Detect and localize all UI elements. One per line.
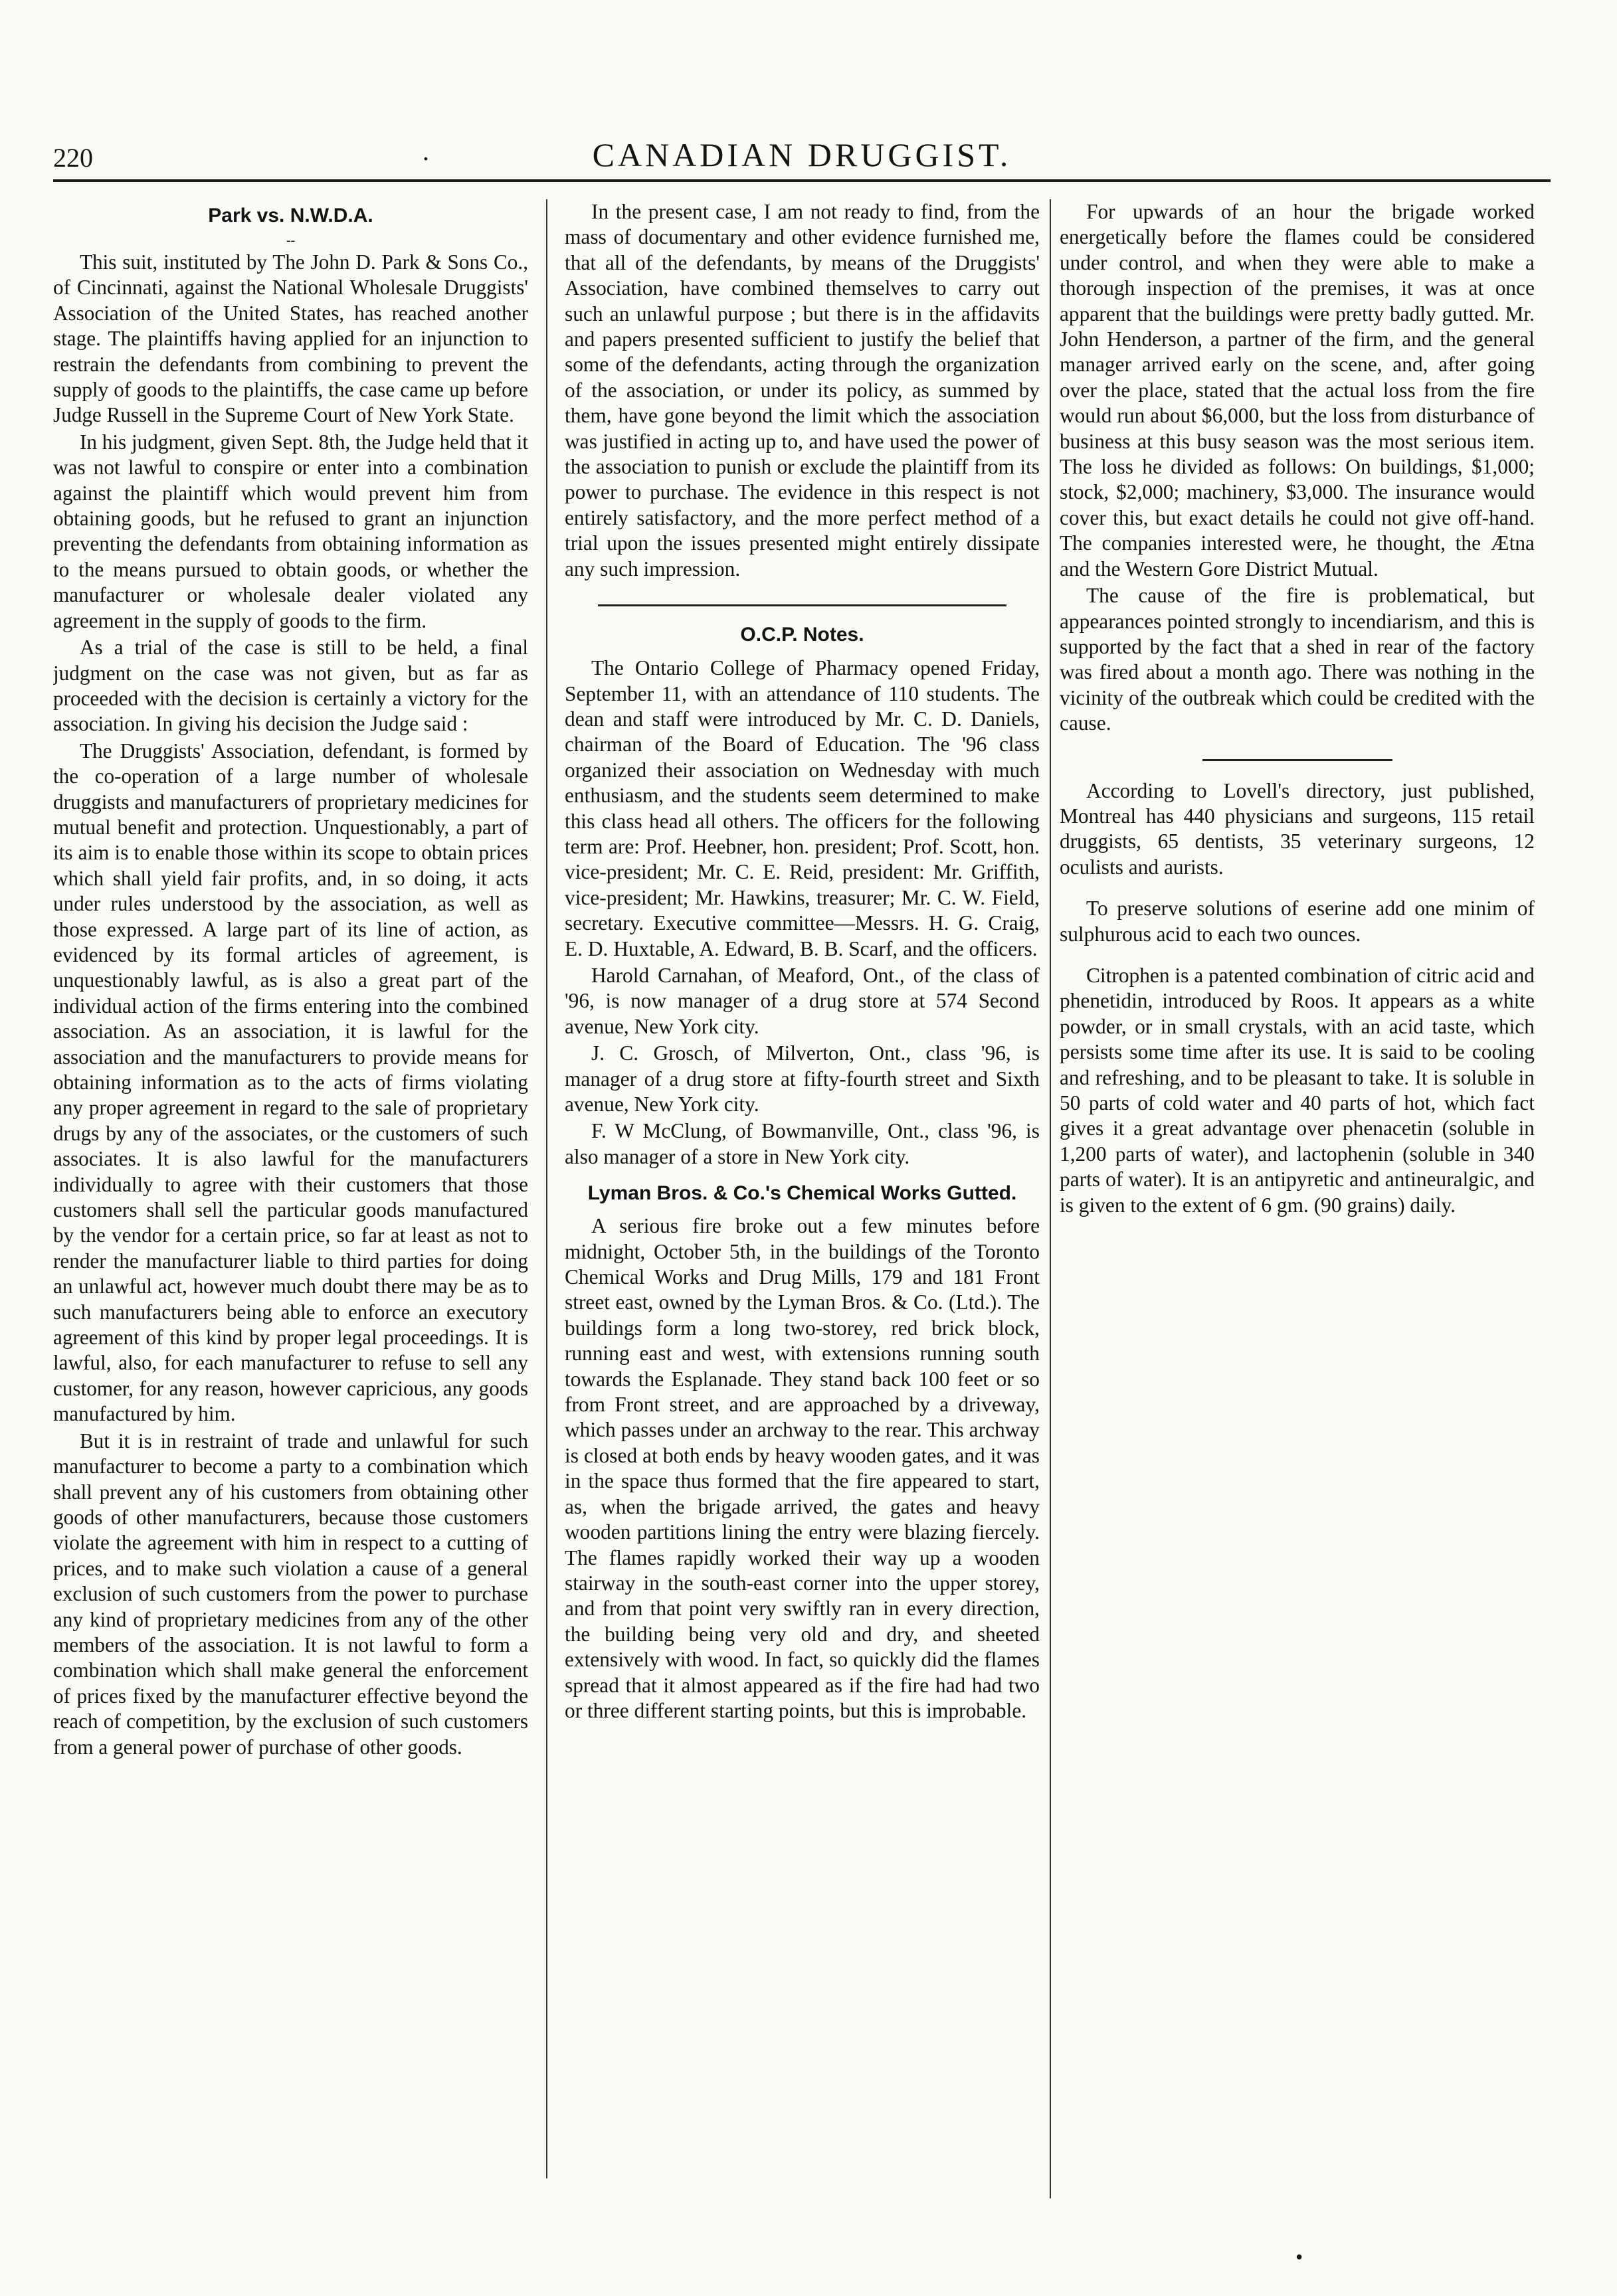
news-note: To preserve solutions of eserine add one minim of sulphurous acid to each two ounces. <box>1060 897 1535 946</box>
title-dash: -- <box>286 233 296 248</box>
column-1 <box>53 199 528 2269</box>
paragraph: But it is in restraint of trade and unlawful for such manufacturer to become a party to a combination which shall prevent any of his customers from obtaining other goods of other manufacturers, because those customers violate the agreement with him in respect to a cutting of prices, and to make such violation a cause of a general exclusion of such customers from the power to purchase any kind of proprietary medicines from any of the other members of the association. It is not lawful to form a combination which shall make general the enforcement of prices fixed by the manufacturer effective beyond the reach of competition, by the exclusion of such customers from a general power of purchase of other goods. <box>53 1429 528 1759</box>
paragraph: The Druggists' Association, defendant, is formed by the co-operation of a large number of wholesale druggists and manufacturers of proprietary medicines for mutual benefit and protection. Unquestionably, a part of its aim is to enable those within its scope to obtain prices which shall yield fair profits, and, in so doing, it acts under rules understood by the association, as well as those expressed. A large part of its line of action, as evidenced by its formal articles of agreement, is unquestionably lawful, as is also a great part of the individual action of the firms entering into the combined association. As an association, it is lawful for the association and the manufacturers to provide means for obtaining information as to the acts of firms violating any proper agreement in regard to the sale of proprietary drugs by any of the associates, or the customers of such associates. It is also lawful for the manufacturers individually to agree with their customers that those customers shall sell the particular goods manufactured by the vendor for a certain price, so far at least as not to render the manufacturer liable to third parties for doing an unlawful act, however much doubt there may be as to such manufacturers being able to enforce an executory agreement of this kind by proper legal proceedings. It is lawful, also, for each manufacturer to refuse to sell any customer, for any reason, however capricious, any goods manufactured by him. <box>53 739 528 1426</box>
page-header <box>53 130 1551 177</box>
section-title: O.C.P. Notes. <box>740 624 864 646</box>
paragraph: A serious fire broke out a few minutes before midnight, October 5th, in the buildings of the Toronto Chemical Works and Drug Mills, 179 and 181 Front street east, owned by the Lyman Bros. & Co. (Ltd.). The buildings form a long two-storey, red brick block, running east and west, with extensions running south towards the Esplanade. They stand back 100 feet or so from Front street, and are approached by a driveway, which passes under an archway to the rear. This archway is closed at both ends by heavy wooden gates, and it was in the space thus formed that the fire appeared to start, as, when the brigade arrived, the gates and heavy wooden partitions lining the entry were blazing fiercely. The flames rapidly worked their way up a wooden stairway in the south-east corner into the upper storey, and from that point very swiftly ran in every direction, the building being very old and dry, and sheeted extensively with wood. In fact, so quickly did the flames spread that it almost appeared as if the fire had had two or three different starting points, but this is improbable. <box>565 1214 1040 1722</box>
page-number: 220 <box>53 143 93 173</box>
paragraph: The cause of the fire is problematical, but appearances pointed strongly to incendiarism, and this is supported by the fact that a shed in rear of the factory was fired about a month ago. There was nothing in the vicinity of the outbreak which could be credited with the cause. <box>1060 584 1535 735</box>
footer-dot: • <box>1295 2245 1303 2269</box>
column-2 <box>565 199 1040 2269</box>
column-3 <box>1060 199 1535 2269</box>
paragraph: Harold Carnahan, of Meaford, Ont., of the class of '96, is now manager of a drug store at 574 Second avenue, New York city. <box>565 963 1040 1038</box>
header-dot: . <box>423 136 429 166</box>
article-title: Park vs. N.W.D.A. <box>208 205 373 226</box>
article-title: Lyman Bros. & Co.'s Chemical Works Gutted. <box>587 1182 1017 1205</box>
header-rule <box>53 179 1551 182</box>
paragraph: The Ontario College of Pharmacy opened Friday, September 11, with an attendance of 110 students. The dean and staff were introduced by Mr. C. D. Daniels, chairman of the Board of Education. The '96 class organized their association on Wednesday with much enthusiasm, and the students seem determined to make this class head all others. The officers for the following term are: Prof. Heebner, hon. president; Prof. Scott, hon. vice-president; Mr. C. E. Reid, president: Mr. Griffith, vice-president; Mr. Hawkins, treasurer; Mr. C. W. Field, secretary. Executive committee—Messrs. H. G. Craig, E. D. Huxtable, A. Edward, B. B. Scarf, and the officers. <box>565 656 1040 960</box>
column-divider <box>546 199 547 2178</box>
section-separator <box>598 604 1006 606</box>
paragraph-continuation: In the present case, I am not ready to find, from the mass of documentary and other evidence furnished me, that all of the defendants, by means of the Druggists' Association, have combined themselves to carry out such an unlawful purpose ; but there is in the affidavits and papers presented sufficient to justify the belief that some of the defendants, acting through the organization of the association, or under its policy, as summed by them, have gone beyond the limit which the association was justified in acting up to, and have used the power of the association to punish or exclude the plaintiff from its power to purchase. The evidence in this respect is not entirely satisfactory, and the more perfect method of a trial upon the issues presented might entirely dissipate any such impression. <box>565 200 1040 580</box>
paragraph: J. C. Grosch, of Milverton, Ont., class '96, is manager of a drug store at fifty-fourth street and Sixth avenue, New York city. <box>565 1041 1040 1116</box>
paragraph: In his judgment, given Sept. 8th, the Judge held that it was not lawful to conspire or enter into a combination against the plaintiff which would prevent him from obtaining goods, but he refused to grant an injunction preventing the defendants from obtaining information as to the means pursued to obtain goods, or whether the manufacturer or wholesale dealer violated any agreement in the supply of goods to the firm. <box>53 430 528 632</box>
paragraph: This suit, instituted by The John D. Park & Sons Co., of Cincinnati, against the National Wholesale Druggists' Association of the United States, has reached another stage. The plaintiffs having applied for an injunction to restrain the defendants from combining to prevent the supply of goods to the plaintiffs, the case came up before Judge Russell in the Supreme Court of New York State. <box>53 250 528 427</box>
column-divider <box>1050 199 1051 2198</box>
paragraph: For upwards of an hour the brigade worked energetically before the flames could be considered under control, and when they were able to make a thorough inspection of the premises, it was at once apparent that the buildings were pretty badly gutted. Mr. John Henderson, a partner of the firm, and the general manager arrived early on the scene, and, after going over the place, stated that the actual loss from the fire would run about $6,000, but the loss from disturbance of business at this busy season was the most serious item. The loss he divided as follows: On buildings, $1,000; stock, $2,000; machinery, $3,000. The insurance would cover this, but exact details he could not give off-hand. The companies interested were, he thought, the Ætna and the Western Gore District Mutual. <box>1060 200 1535 580</box>
paragraph: F. W McClung, of Bowmanville, Ont., class '96, is also manager of a store in New York city. <box>565 1119 1040 1168</box>
news-note: According to Lovell's directory, just published, Montreal has 440 physicians and surgeons, 115 retail druggists, 65 dentists, 35 veterinary surgeons, 12 oculists and aurists. <box>1060 778 1535 879</box>
journal-title: CANADIAN DRUGGIST. <box>592 136 1012 173</box>
paragraph: As a trial of the case is still to be held, a final judgment on the case was not given, but as far as proceeded with the decision is certainly a victory for the association. In giving his decision the Judge said : <box>53 636 528 736</box>
section-separator <box>1202 759 1392 761</box>
news-note: Citrophen is a patented combination of citric acid and phenetidin, introduced by Roos. It appears as a white powder, or in small crystals, with an acid taste, which persists some time after its use. It is said to be cooling and refreshing, and to be pleasant to take. It is soluble in 50 parts of cold water and 40 parts of hot, which fact gives it a great advantage over phenacetin (soluble in 1,200 parts of water), and lactophenin (soluble in 340 parts of water). It is an antipyretic and antineuralgic, and is given to the extent of 6 gm. (90 grains) daily. <box>1060 963 1535 1217</box>
